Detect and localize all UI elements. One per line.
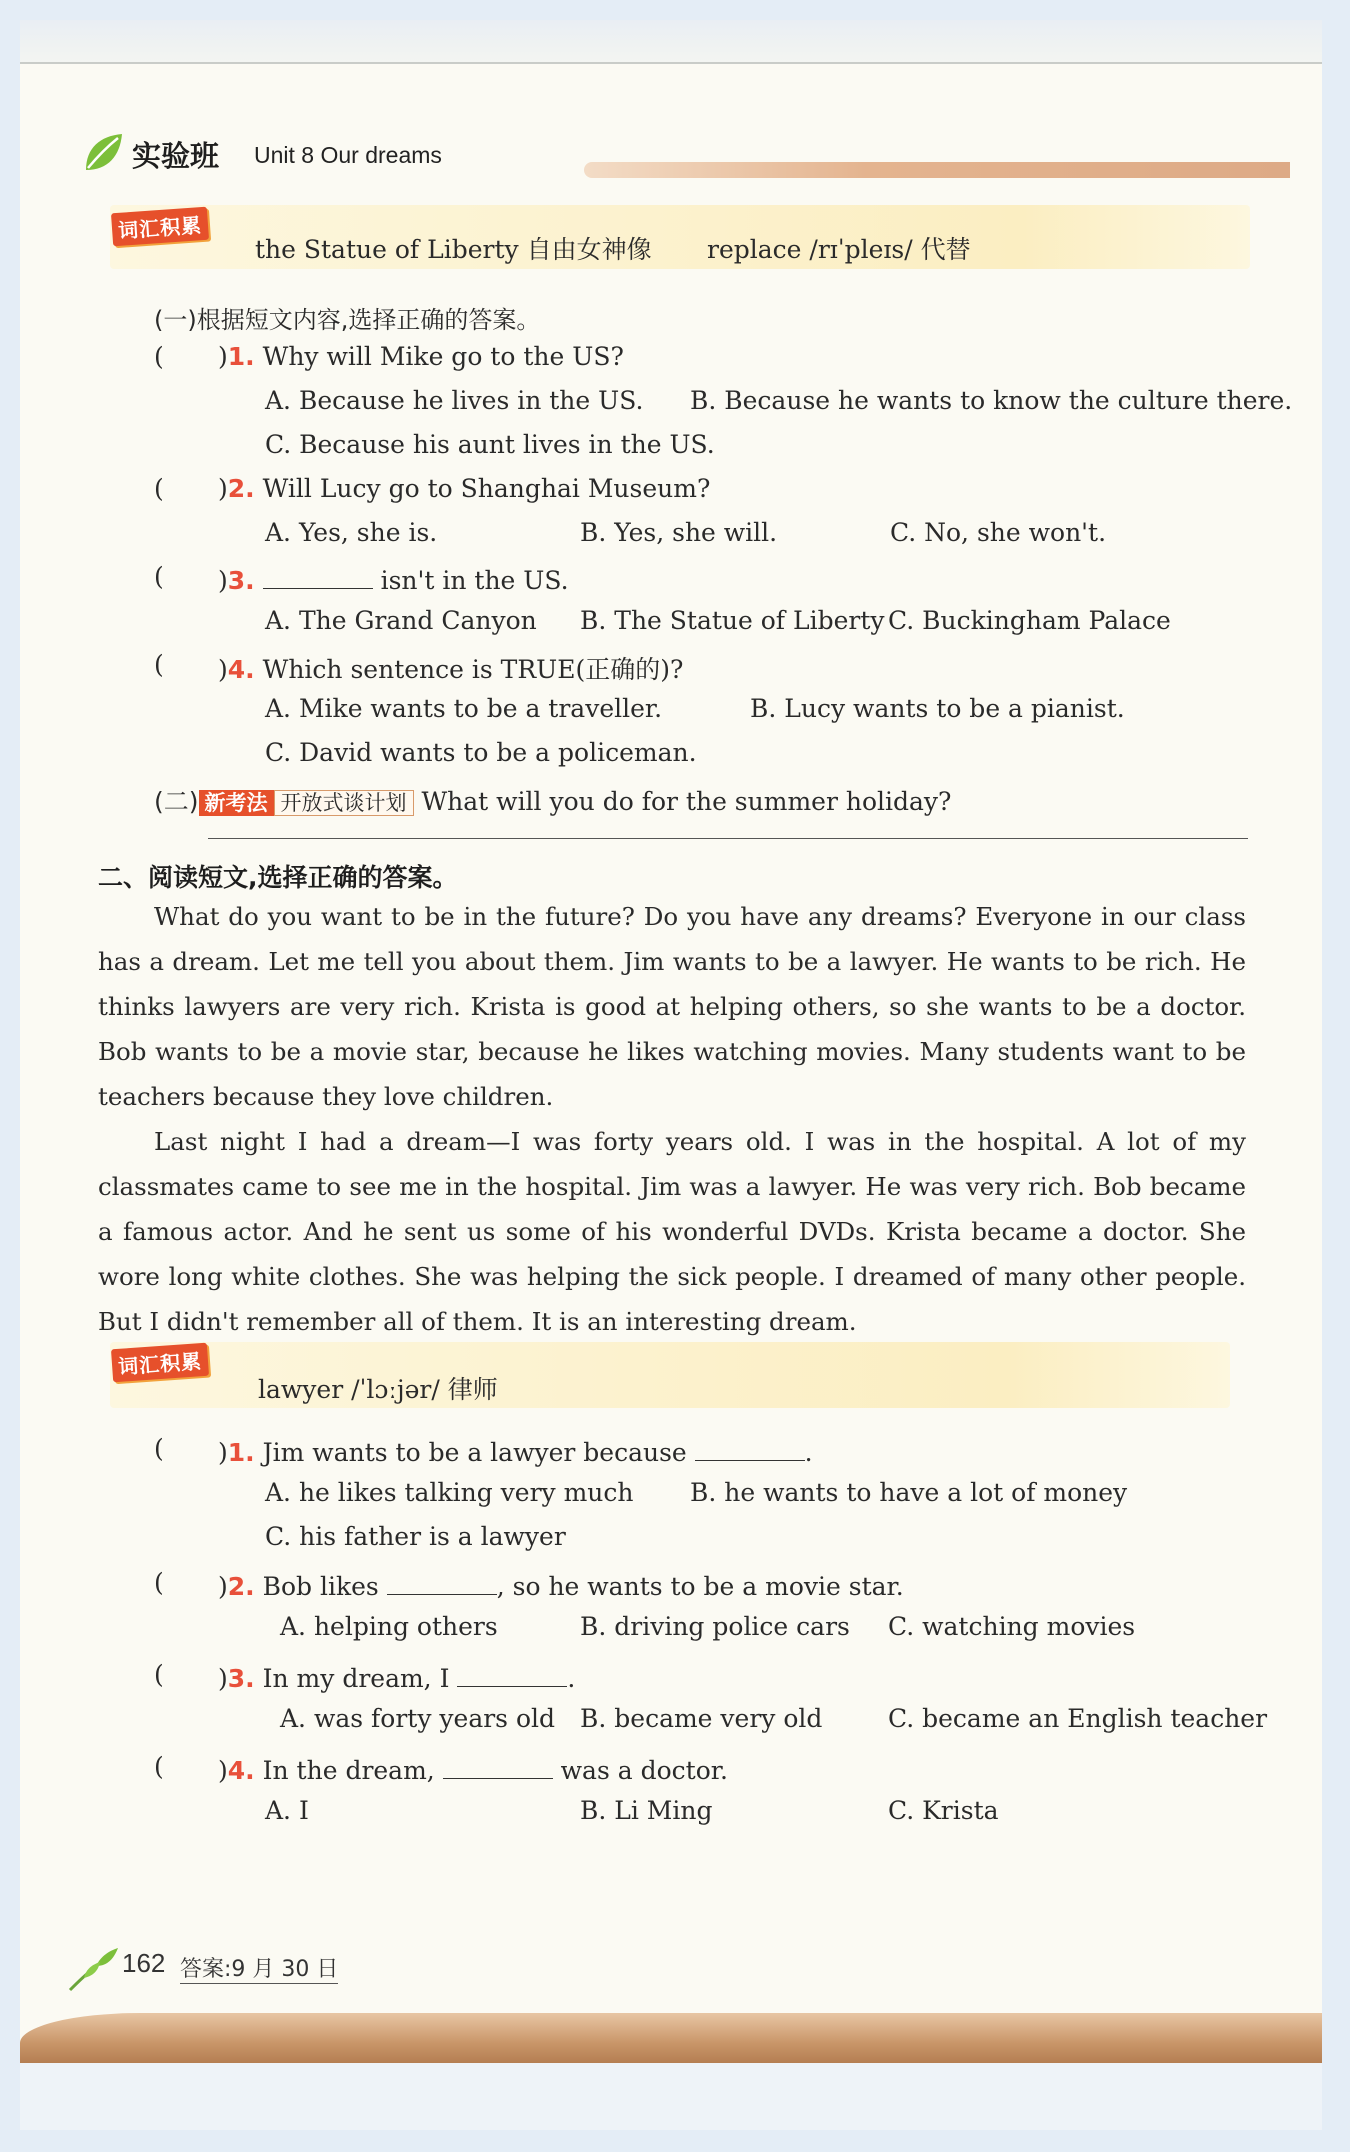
vocab-word-replace: replace /rɪˈpleɪs/ 代替	[707, 235, 971, 264]
question-stem: Why will Mike go to the US?	[262, 342, 624, 371]
open-plan-box: 开放式谈计划	[274, 790, 414, 816]
part2-line	[154, 782, 951, 818]
question-3: )3. isn't in the US.	[218, 562, 569, 595]
question-stem: Will Lucy go to Shanghai Museum?	[262, 474, 711, 503]
section2-title: 二、阅读短文,选择正确的答案。	[98, 863, 458, 892]
option: A. Yes, she is.	[265, 518, 438, 547]
option: A. Mike wants to be a traveller.	[265, 694, 663, 723]
option: A. was forty years old	[280, 1704, 555, 1733]
vocab-tag: 词汇积累	[111, 207, 209, 247]
option: C. Buckingham Palace	[888, 606, 1171, 635]
answer-paren-open: (	[154, 474, 164, 503]
unit-title: Unit 8 Our dreams	[254, 142, 442, 168]
answer-paren-open: (	[154, 1752, 164, 1781]
option: B. he wants to have a lot of money	[690, 1478, 1128, 1507]
part1-title: (一)根据短文内容,选择正确的答案。	[154, 306, 541, 334]
reading-question-1: )1. Jim wants to be a lawyer because .	[218, 1434, 813, 1467]
new-method-tag: 新考法	[199, 790, 274, 816]
answer-paren-open: (	[154, 562, 164, 591]
reading-question-2: )2. Bob likes , so he wants to be a movie star.	[218, 1568, 904, 1601]
option: A. helping others	[280, 1612, 498, 1641]
answer-paren-open: (	[154, 650, 164, 679]
answer-line[interactable]	[208, 838, 1248, 839]
workbook-page	[20, 20, 1322, 2130]
option: A. The Grand Canyon	[265, 606, 537, 635]
vocab-tag: 词汇积累	[111, 1343, 209, 1383]
option: C. his father is a lawyer	[265, 1522, 566, 1551]
question-number: 2.	[227, 474, 255, 503]
question-2: )2. Will Lucy go to Shanghai Museum?	[218, 474, 711, 503]
passage-paragraph: Last night I had a dream—I was forty years old. I was in the hospital. A lot of my classmates came to see me in the hospital. Jim was a lawyer. He was very rich. Bob became a famous actor. And he sent us some of his wonderful DVDs. Krista became a doctor. She wore long white clothes. She was helping the sick people. I dreamed of many other people. But I didn't remember all of them. It is an interesting dream.	[98, 1127, 1246, 1336]
answer-blank[interactable]	[443, 1752, 553, 1779]
option: A. I	[265, 1796, 309, 1825]
option: C. watching movies	[888, 1612, 1136, 1641]
answer-paren-open: (	[154, 1568, 164, 1597]
option: B. Yes, she will.	[580, 518, 778, 547]
question-stem: Which sentence is TRUE(正确的)?	[262, 655, 684, 684]
leaf-logo-icon	[80, 130, 126, 176]
part2-prefix: (二)	[154, 787, 199, 816]
option: B. Lucy wants to be a pianist.	[750, 694, 1125, 723]
answer-paren-open: (	[154, 1660, 164, 1689]
option: B. driving police cars	[580, 1612, 850, 1641]
header-stripe	[584, 162, 1290, 178]
question-number: 3.	[227, 566, 255, 595]
answer-paren-open: (	[154, 1434, 164, 1463]
leaf-sprig-icon	[66, 1944, 120, 1994]
vocab-word-statue: the Statue of Liberty 自由女神像	[255, 235, 652, 264]
answer-blank[interactable]	[457, 1660, 567, 1687]
footer-lower	[20, 2063, 1322, 2130]
option: B. Li Ming	[580, 1796, 713, 1825]
option: C. David wants to be a policeman.	[265, 738, 697, 767]
question-stem: isn't in the US.	[380, 566, 569, 595]
part2-question: What will you do for the summer holiday?	[421, 787, 952, 816]
passage-paragraph: What do you want to be in the future? Do you have any dreams? Everyone in our class has a dream. Let me tell you about them. Jim wants to be a lawyer. He wants to be rich. He thinks lawyers are very rich. Krista is good at helping others, so she wants to be a doctor. Bob wants to be a movie star, because he likes watching movies. Many students want to be teachers because they love children.	[98, 902, 1246, 1111]
top-strip	[20, 20, 1322, 64]
answer-blank[interactable]	[695, 1434, 805, 1461]
option: C. No, she won't.	[890, 518, 1107, 547]
option: B. The Statue of Liberty	[580, 606, 885, 635]
answer-blank[interactable]	[387, 1568, 497, 1595]
answer-blank[interactable]	[263, 562, 373, 589]
option: C. Krista	[888, 1796, 999, 1825]
vocab-word-lawyer: lawyer /ˈlɔːjər/ 律师	[258, 1375, 498, 1404]
reading-question-3: )3. In my dream, I .	[218, 1660, 575, 1693]
option: A. Because he lives in the US.	[265, 386, 644, 415]
question-number: 4.	[227, 655, 255, 684]
option: B. Because he wants to know the culture there.	[690, 386, 1293, 415]
footer-bar	[20, 2013, 1322, 2063]
page-number: 162	[122, 1948, 166, 1978]
brand-title: 实验班	[132, 139, 220, 173]
question-number: 1.	[227, 342, 255, 371]
question-4: )4. Which sentence is TRUE(正确的)?	[218, 655, 684, 684]
option: A. he likes talking very much	[265, 1478, 634, 1507]
answer-date: 答案:9 月 30 日	[180, 1952, 338, 1984]
option: C. Because his aunt lives in the US.	[265, 430, 715, 459]
option: B. became very old	[580, 1704, 823, 1733]
question-1: )1. Why will Mike go to the US?	[218, 342, 624, 371]
reading-question-4: )4. In the dream, was a doctor.	[218, 1752, 728, 1785]
option: C. became an English teacher	[888, 1704, 1268, 1733]
answer-paren-open: (	[154, 342, 164, 371]
reading-passage	[98, 894, 1246, 1344]
